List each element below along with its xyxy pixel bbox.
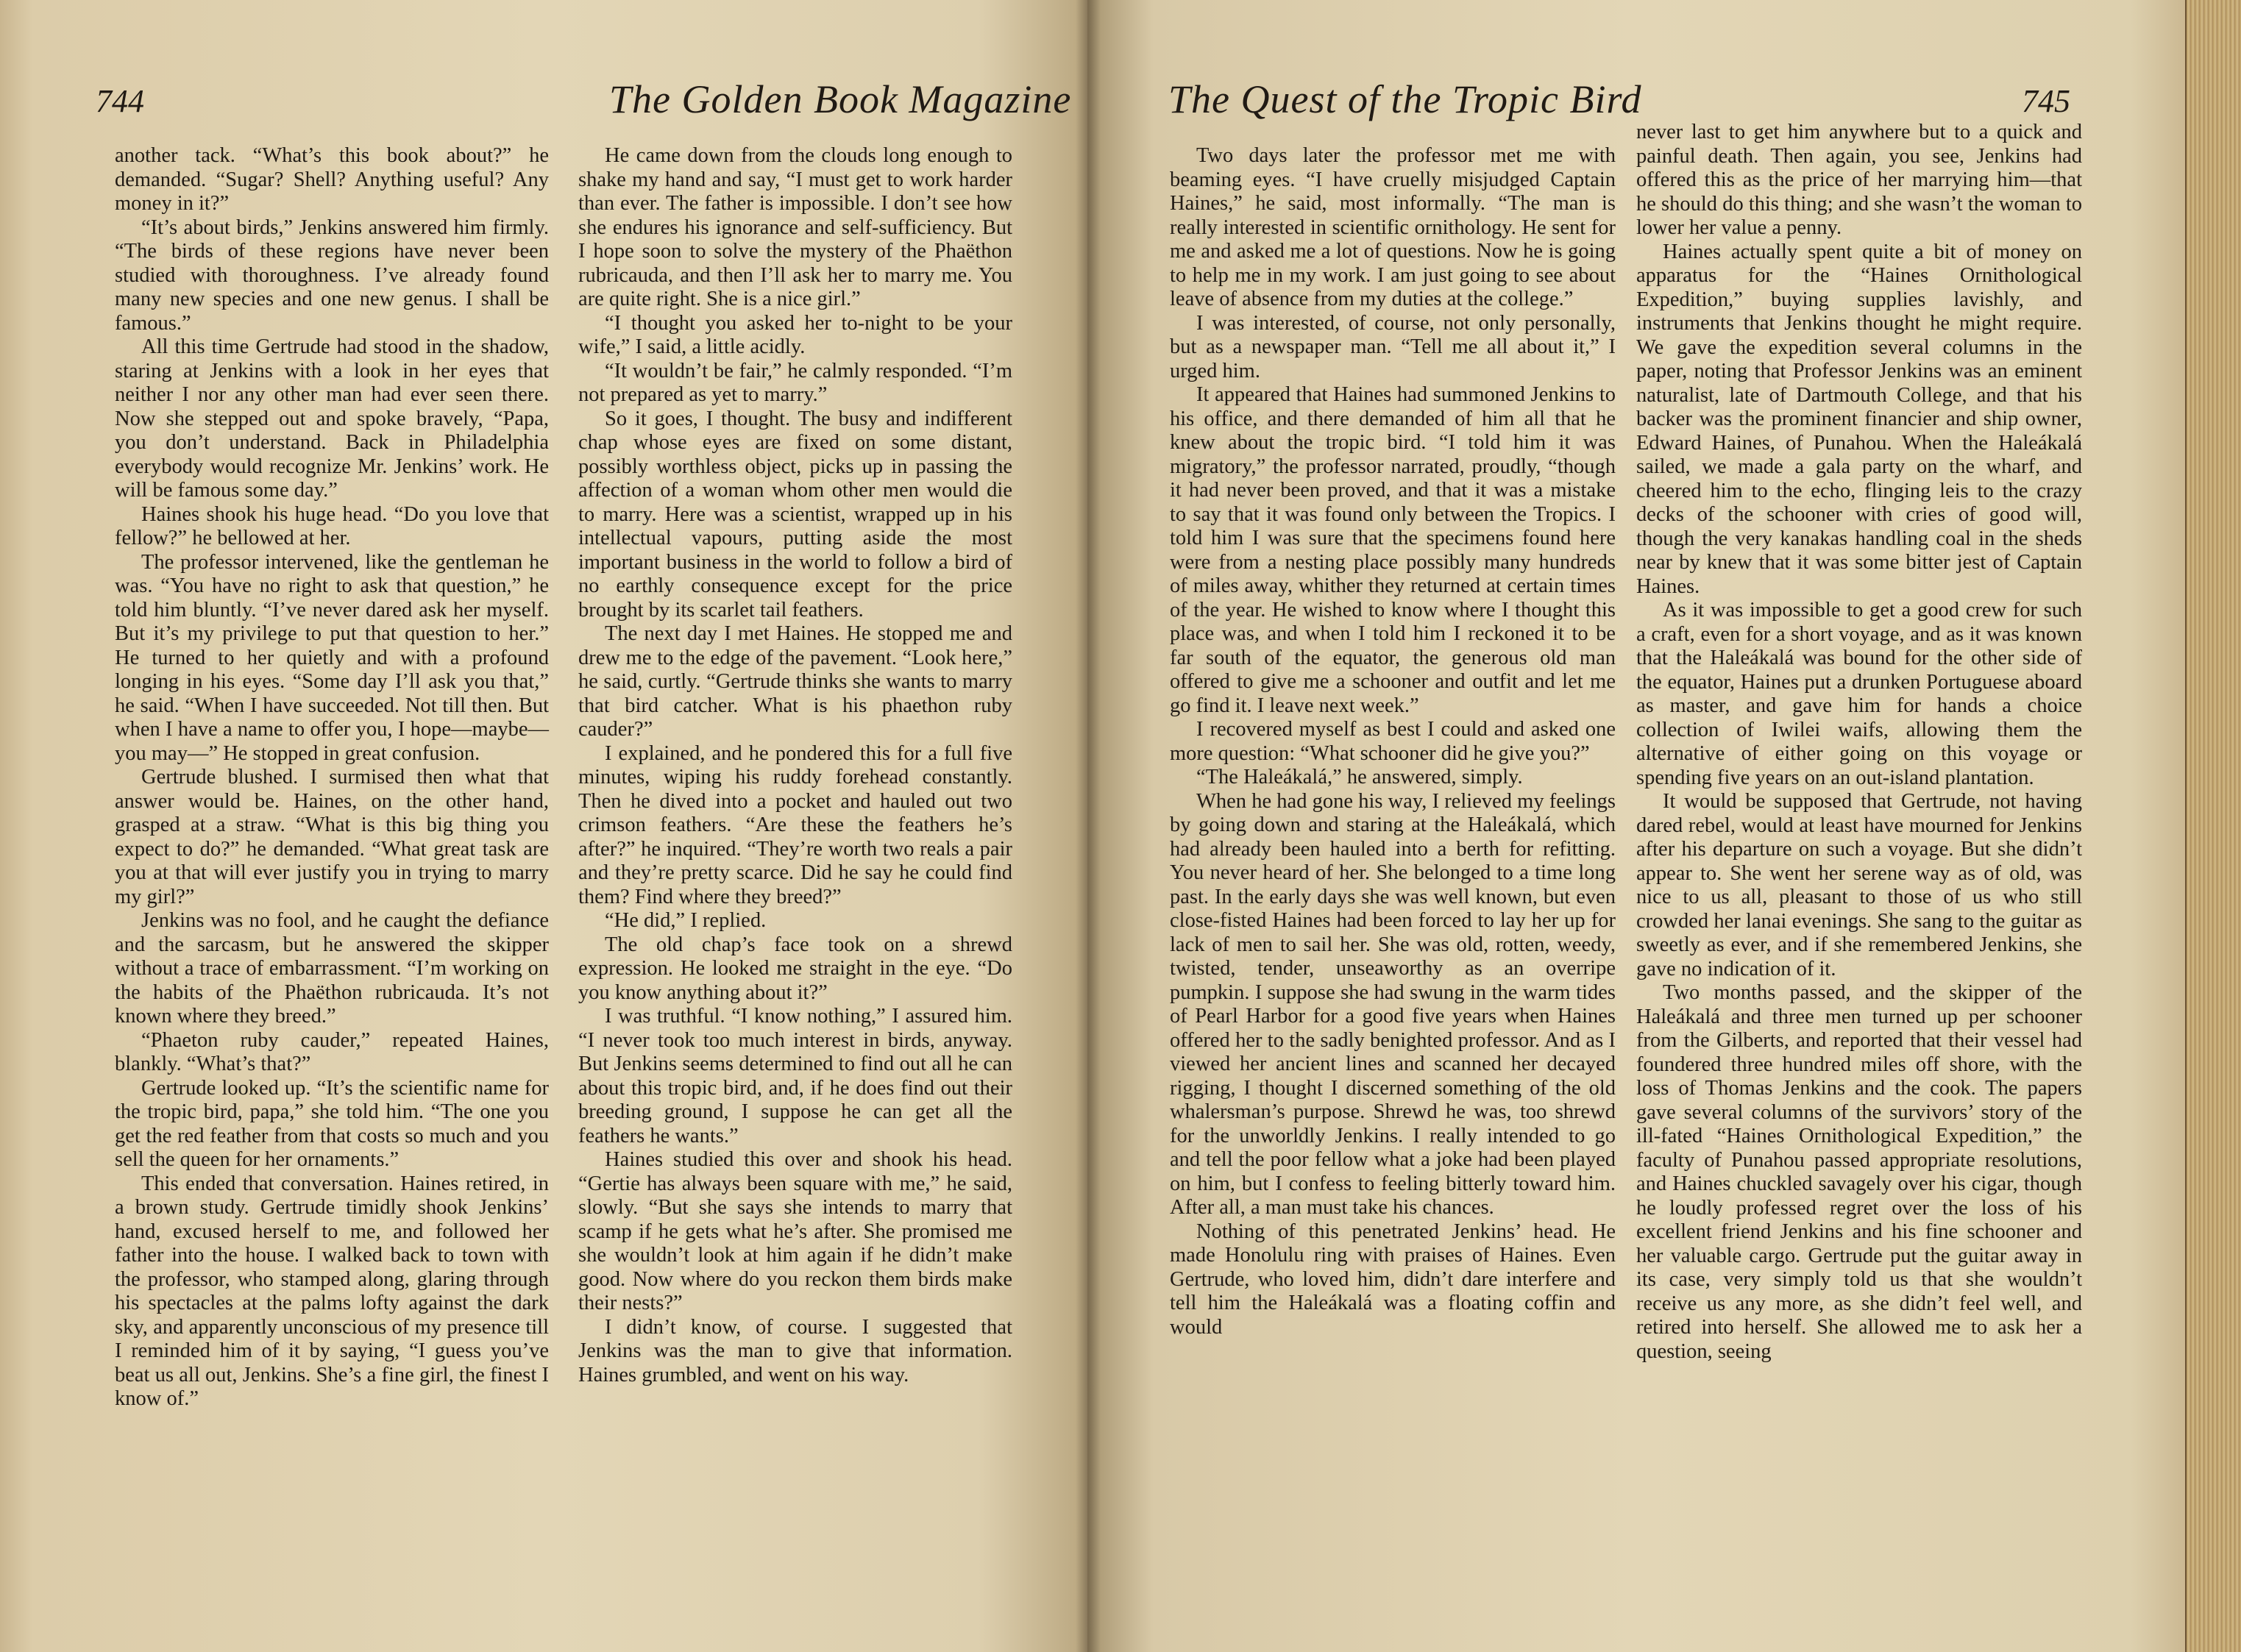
paragraph: Gertrude blushed. I surmised then what that answer would be. Haines, on the other hand, grasped at a straw. “What is this big thing you expect to do?” he demanded. “What great task are you at that will ever justify you in trying to marry my girl?”: [115, 766, 549, 908]
paragraph: I was interested, of course, not only personally, but as a newspaper man. “Tell me all about it,” I urged him.: [1170, 311, 1616, 382]
paragraph: Haines studied this over and shook his head. “Gertie has always been square with me,” he said, slowly. “But she says she intends to marry that scamp if he gets what he’s after. She promised me she wouldn’t look at him again if he didn’t make good. Now where do you reckon them birds make their nests?”: [578, 1148, 1012, 1314]
left-column-1: [115, 144, 549, 1411]
paragraph: Haines actually spent quite a bit of money on apparatus for the “Haines Ornithological Expedition,” buying supplies lavishly, and instruments that Jenkins thought he might require. We gave the expedition several columns in the paper, noting that Professor Jenkins was an eminent naturalist, late of Dartmouth College, and that his backer was the prominent financier and ship owner, Edward Haines, of Punahou. When the Haleákalá sailed, we made a gala party on the wharf, and cheered him to the echo, flinging leis to the crazy decks of the schooner with cries of good will, though the very kanakas handling coal in the sheds near by knew that it was some bitter jest of Captain Haines.: [1636, 240, 2082, 598]
paragraph: I was truthful. “I know nothing,” I assured him. “I never took too much interest in birds, anyway. But Jenkins seems determined to find out all he can about this tropic bird, and, if he does find out their breeding ground, I suppose he can get all the feathers he wants.”: [578, 1005, 1012, 1147]
paragraph: Haines shook his huge head. “Do you love that fellow?” he bellowed at her.: [115, 502, 549, 549]
paragraph: another tack. “What’s this book about?” he demanded. “Sugar? Shell? Anything useful? Any money in it?”: [115, 144, 549, 215]
paragraph: When he had gone his way, I relieved my feelings by going down and staring at the Haleákalá, which had already been hauled into a berth for refitting. You never heard of her. She belonged to a time long past. In the early days she was well known, but even close-fisted Haines had been forced to lay her up for lack of men to sail her. She was old, rotten, weedy, twisted, tender, unseaworthy as an overripe pumpkin. I suppose she had swung in the warm tides of Pearl Harbor for a good five years when Haines offered her to the sadly benighted professor. And as I viewed her ancient lines and scanned her decayed rigging, I thought I discerned something of the old whalersman’s purpose. Shrewd he was, too shrewd for the unworldly Jenkins. I really intended to go and tell the poor fellow what a joke had been played on him, but I confess to feeling bitterly toward him. After all, a man must take his chances.: [1170, 789, 1616, 1219]
paragraph: The professor intervened, like the gentleman he was. “You have no right to ask that question,” he told him bluntly. “I’ve never dared ask her myself. But it’s my privilege to put that question to her.” He turned to her quietly and with a profound longing in his eyes. “Some day I’ll ask you that,” he said. “When I have succeeded. Not till then. But when I have a name to offer you, I hope—maybe—you may—” He stopped in great confusion.: [115, 550, 549, 765]
paragraph: “I thought you asked her to-night to be your wife,” I said, a little acidly.: [578, 311, 1012, 358]
left-page: [0, 0, 1087, 1652]
paragraph: It appeared that Haines had summoned Jenkins to his office, and there demanded of him all that he knew about the tropic bird. “I told him it was migratory,” the professor narrated, proudly, “though it had never been proved, and that it was a mistake to say that it was found only between the Tropics. I told him I was sure that the specimens found here were from a nesting place possibly many hundreds of miles away, whither they returned at certain times of the year. He wished to know where I thought this place was, and when I told him I reckoned it to be far south of the equator, the generous old man offered to give me a schooner and outfit and let me go find it. I leave next week.”: [1170, 383, 1616, 717]
paragraph: Two days later the professor met me with beaming eyes. “I have cruelly misjudged Captain Haines,” he said, most informally. “The man is really interested in scientific ornithology. He sent for me and asked me a lot of questions. Now he is going to help me in my work. I am just going to see about leave of absence from my duties at the college.”: [1170, 144, 1616, 310]
paragraph: never last to get him anywhere but to a quick and painful death. Then again, you see, Jenkins had offered this as the price of her marrying him—that he should do this thing; and she wasn’t the woman to lower her value a penny.: [1636, 121, 2082, 239]
right-page: [1087, 0, 2185, 1652]
paragraph: “The Haleákalá,” he answered, simply.: [1196, 766, 1523, 788]
paragraph: I didn’t know, of course. I suggested that Jenkins was the man to give that information. Haines grumbled, and went on his way.: [578, 1315, 1012, 1386]
paragraph: Gertrude looked up. “It’s the scientific name for the tropic bird, papa,” she told him. “The one you get the red feather from that costs so much and you sell the queen for her ornaments.”: [115, 1076, 549, 1171]
paragraph: “It’s about birds,” Jenkins answered him firmly. “The birds of these regions have never been studied with thoroughness. I’ve already found many new species and one new genus. I shall be famous.”: [115, 216, 549, 335]
running-head-right: The Quest of the Tropic Bird: [1168, 77, 1642, 121]
paragraph: “He did,” I replied.: [605, 909, 767, 932]
paragraph: It would be supposed that Gertrude, not having dared rebel, would at least have mourned for Jenkins after his departure on such a voyage. But she didn’t appear to. She went her serene way as of old, was nice to us all, pleasant to those of us who still crowded her lanai evenings. She sang to the guitar as sweetly as ever, and if she remembered Jenkins, she gave no indication of it.: [1636, 790, 2082, 980]
paragraph: He came down from the clouds long enough to shake my hand and say, “I must get to work harder than ever. The father is impossible. I don’t see how she endures his ignorance and self-sufficiency. But I hope soon to solve the mystery of the Phaëthon rubricauda, and then I’ll ask her to marry me. You are quite right. She is a nice girl.”: [578, 144, 1012, 310]
right-column-1: [1170, 144, 1616, 1339]
running-head-left: The Golden Book Magazine: [609, 77, 1072, 121]
paragraph: All this time Gertrude had stood in the shadow, staring at Jenkins with a look in her eyes that neither I nor any other man had ever seen there. Now she stepped out and spoke bravely, “Papa, you don’t understand. Back in Philadelphia everybody would recognize Mr. Jenkins’ work. He will be famous some day.”: [115, 335, 549, 502]
paragraph: I explained, and he pondered this for a full five minutes, wiping his ruddy forehead constantly. Then he dived into a pocket and hauled out two crimson feathers. “Are these the feathers he’s after?” he inquired. “They’re worth two reals a pair and they’re pretty scarce. Did he say he could find them? Find where they breed?”: [578, 741, 1012, 908]
paragraph: Jenkins was no fool, and he caught the defiance and the sarcasm, but he answered the skipper without a trace of embarrassment. “I’m working on the habits of the Phaëthon rubricauda. It’s not known where they breed.”: [115, 909, 549, 1028]
right-column-2: [1636, 121, 2082, 1364]
paragraph: “It wouldn’t be fair,” he calmly responded. “I’m not prepared as yet to marry.”: [578, 359, 1012, 406]
paragraph: Nothing of this penetrated Jenkins’ head. He made Honolulu ring with praises of Haines. Even Gertrude, who loved him, didn’t dare interfere and tell him the Haleákalá was a floating coffin and would: [1170, 1220, 1616, 1339]
paragraph: Two months passed, and the skipper of the Haleákalá and three men turned up per schooner from the Gilberts, and reported that their vessel had foundered three hundred miles off shore, with the loss of Thomas Jenkins and the cook. The papers gave several columns of the survivors’ story of the ill-fated “Haines Ornithological Expedition,” the faculty of Punahou passed appropriate resolutions, and Haines chuckled savagely over his cigar, though he loudly professed regret over the loss of his excellent friend Jenkins and his fine schooner and her valuable cargo. Gertrude put the guitar away in its case, very simply told us that she wouldn’t receive us any more, as she didn’t feel well, and retired into herself. She allowed me to ask her a question, seeing: [1636, 981, 2082, 1363]
paragraph: I recovered myself as best I could and asked one more question: “What schooner did he give you?”: [1170, 718, 1616, 765]
paragraph: The next day I met Haines. He stopped me and drew me to the edge of the pavement. “Look here,” he said, curtly. “Gertrude thinks she wants to marry that bird catcher. What is his phaethon ruby cauder?”: [578, 622, 1012, 741]
book-gutter: [1076, 0, 1101, 1652]
page-number-left: 744: [96, 83, 144, 119]
page-number-right: 745: [2022, 83, 2070, 119]
paragraph: The old chap’s face took on a shrewd expression. He looked me straight in the eye. “Do you know anything about it?”: [578, 933, 1012, 1004]
paragraph: As it was impossible to get a good crew for such a craft, even for a short voyage, and as it was known that the Haleákalá was bound for the other side of the equator, Haines put a drunken Portuguese aboard as master, and gave him for hands a choice collection of Iwilei waifs, allowing them the alternative of either going on this voyage or spending five years on an out-island plantation.: [1636, 599, 2082, 789]
left-column-2: [578, 144, 1012, 1387]
paragraph: This ended that conversation. Haines retired, in a brown study. Gertrude timidly shook Jenkins’ hand, excused herself to me, and followed her father into the house. I walked back to town with the professor, who stamped along, glaring through his spectacles at the palms lofty against the dark sky, and apparently unconscious of my presence till I reminded him of it by saying, “I guess you’ve beat us all out, Jenkins. She’s a fine girl, the finest I know of.”: [115, 1172, 549, 1410]
page-edges: [2185, 0, 2241, 1652]
paragraph: So it goes, I thought. The busy and indifferent chap whose eyes are fixed on some distant, possibly worthless object, picks up in passing the affection of a woman whom other men would die to marry. Here was a scientist, wrapped up in his intellectual vapours, putting aside the most important business in the world to follow a bird of no earthly consequence except for the price brought by its scarlet tail feathers.: [578, 407, 1012, 622]
paragraph: “Phaeton ruby cauder,” repeated Haines, blankly. “What’s that?”: [115, 1028, 549, 1075]
